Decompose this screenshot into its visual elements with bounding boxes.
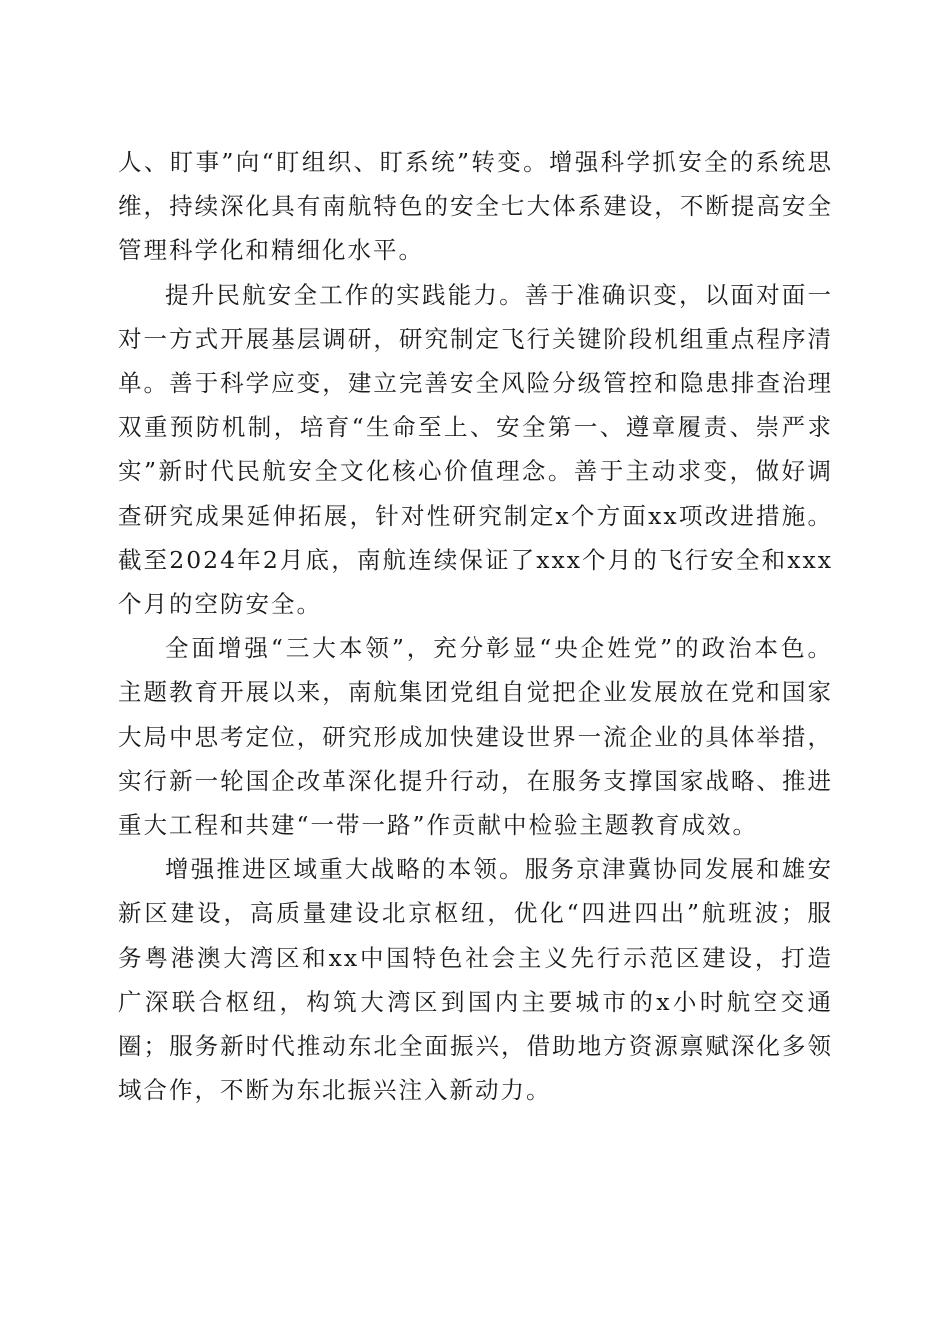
paragraph-three-abilities: 全面增强“三大本领”，充分彰显“央企姓党”的政治本色。主题教育开展以来，南航集团党组自觉把企业发展放在党和国家大局中思考定位，研究形成加快建设世界一流企业的具体举措，实行新一轮国企改革深化提升行动，在服务支撑国家战略、推进重大工程和共建“一带一路”作贡献中检验主题教育成效。 xyxy=(118,634,833,840)
document-body xyxy=(118,140,833,1112)
paragraph-safety-practice: 提升民航安全工作的实践能力。善于准确识变，以面对面一对一方式开展基层调研，研究制定飞行关键阶段机组重点程序清单。善于科学应变，建立完善安全风险分级管控和隐患排查治理双重预防机制，培育“生命至上、安全第一、遵章履责、崇严求实”新时代民航安全文化核心价值理念。善于主动求变，做好调查研究成果延伸拓展，针对性研究制定x个方面xx项改进措施。截至2024年2月底，南航连续保证了xxx个月的飞行安全和xxx个月的空防安全。 xyxy=(118,280,833,619)
paragraph-regional-strategy: 增强推进区域重大战略的本领。服务京津冀协同发展和雄安新区建设，高质量建设北京枢纽，优化“四进四出”航班波；服务粤港澳大湾区和xx中国特色社会主义先行示范区建设，打造广深联合枢纽，构筑大湾区到国内主要城市的x小时航空交通圈；服务新时代推动东北全面振兴，借助地方资源禀赋深化多领域合作，不断为东北振兴注入新动力。 xyxy=(118,855,833,1105)
paragraph-continuation: 人、盯事”向“盯组织、盯系统”转变。增强科学抓安全的系统思维，持续深化具有南航特色的安全七大体系建设，不断提高安全管理科学化和精细化水平。 xyxy=(118,148,833,265)
